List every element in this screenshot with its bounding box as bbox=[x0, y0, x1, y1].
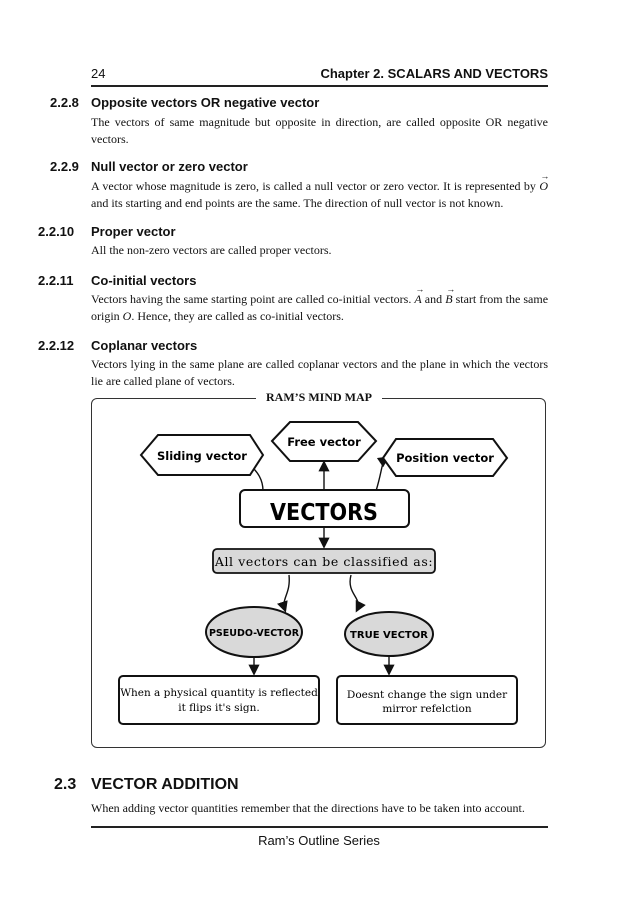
page-number: 24 bbox=[91, 66, 106, 81]
section-text: A vector whose magnitude is zero, is called a null vector or zero vector. It is represented by → O and its starting and end points are the same. The direction of null vector is not known. bbox=[91, 178, 548, 212]
section-number: 2.2.8 bbox=[50, 95, 79, 110]
section-number: 2.2.9 bbox=[50, 159, 79, 174]
section-title: VECTOR ADDITION bbox=[91, 776, 239, 793]
pseudo-desc-node bbox=[119, 676, 319, 724]
section-number: 2.2.11 bbox=[38, 273, 74, 288]
true-desc-line-1: Doesnt change the sign under bbox=[346, 689, 508, 701]
section-text: The vectors of same magnitude but opposite in direction, are called opposite OR negative vectors. bbox=[91, 115, 548, 146]
section-number: 2.3 bbox=[54, 776, 77, 793]
section-title: Null vector or zero vector bbox=[91, 159, 248, 174]
true-desc-line-2: mirror refelction bbox=[382, 703, 472, 715]
sliding-vector-label: Sliding vector bbox=[157, 449, 247, 463]
footer-rule bbox=[91, 826, 548, 828]
section-title: Co-initial vectors bbox=[91, 273, 197, 288]
section-text: All the non-zero vectors are called proper vectors. bbox=[91, 243, 332, 257]
mind-map-diagram bbox=[91, 398, 546, 748]
vector-symbol-o: → O bbox=[539, 178, 548, 195]
chapter-title: Chapter 2. SCALARS AND VECTORS bbox=[320, 66, 548, 81]
section-number: 2.2.12 bbox=[38, 338, 75, 353]
section-title: Coplanar vectors bbox=[91, 338, 198, 353]
true-vector-label: TRUE VECTOR bbox=[350, 630, 428, 641]
connector-pseudo bbox=[284, 575, 289, 610]
connector-true bbox=[350, 575, 358, 610]
section-title: Proper vector bbox=[91, 224, 176, 239]
pseudo-desc-line-1: When a physical quantity is reflected bbox=[120, 687, 318, 699]
header-rule bbox=[91, 85, 548, 87]
origin-symbol: O bbox=[122, 309, 132, 323]
vectors-center-label: VECTORS bbox=[270, 500, 378, 527]
pseudo-vector-label: PSEUDO-VECTOR bbox=[208, 628, 300, 639]
section-text: When adding vector quantities remember that the directions have to be taken into account. bbox=[91, 801, 525, 815]
mind-map-title: RAM’S MIND MAP bbox=[256, 389, 382, 406]
vector-symbol-b: → B bbox=[445, 291, 452, 308]
classify-label: All vectors can be classified as: bbox=[214, 554, 434, 569]
pseudo-desc-line-2: it flips it's sign. bbox=[178, 702, 260, 714]
section-text: Vectors having the same starting point are called co-initial vectors. → A and → B start from the same origin O. Hence, they are called as co-initial vectors. bbox=[91, 291, 548, 325]
free-vector-label: Free vector bbox=[287, 435, 361, 449]
position-vector-label: Position vector bbox=[396, 451, 494, 465]
vector-symbol-a: → A bbox=[414, 291, 421, 308]
section-number: 2.2.10 bbox=[38, 224, 75, 239]
section-title: Opposite vectors OR negative vector bbox=[91, 95, 320, 110]
footer-series: Ram’s Outline Series bbox=[258, 833, 380, 848]
section-text: Vectors lying in the same plane are called coplanar vectors and the plane in which the vectors lie are called plane of vectors. bbox=[91, 357, 548, 388]
